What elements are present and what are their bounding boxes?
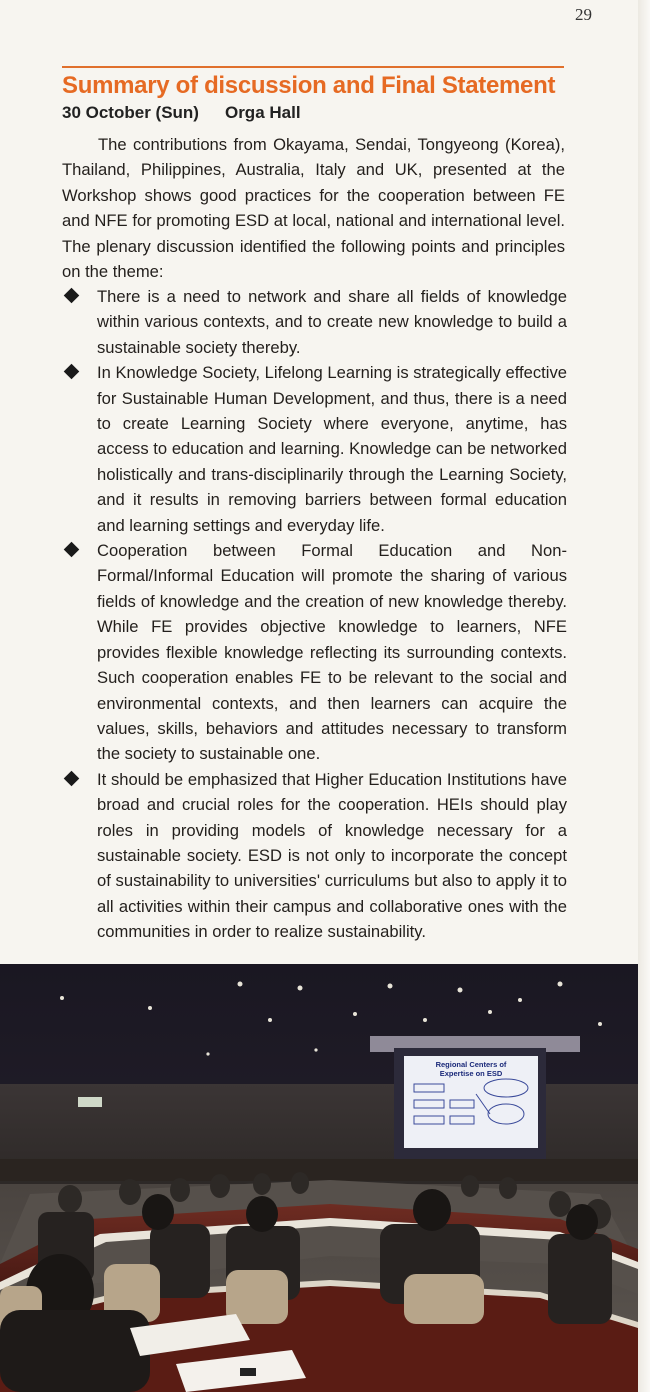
- intro-paragraph: The contributions from Okayama, Sendai, Tongyeong (Korea), Thailand, Philippines, Australia, Italy and UK, presented at the Workshop shows good practices for the cooperation between FE and NFE for promoting ESD at local, national and international level. The plenary discussion identified the following points and principles on the theme:: [62, 135, 565, 282]
- conference-photo-illustration: [0, 964, 638, 1392]
- session-info: [62, 103, 301, 123]
- diamond-bullet-icon: [64, 364, 80, 380]
- diamond-bullet-icon: [64, 770, 80, 786]
- statement-point-text: Cooperation between Formal Education and Non-Formal/Informal Education will promote the sharing of various fields of knowledge and the creation of new knowledge thereby. While FE provides objective knowledge to learners, NFE provides flexible knowledge reflecting its surrounding contexts. Such cooperation enables FE to be relevant to the social and environmental contexts, and then learners can acquire the values, skills, behaviors and attitudes necessary to transform the society to sustainable one.: [97, 541, 567, 764]
- statement-points: [62, 284, 567, 945]
- conference-hall-photo: [0, 964, 638, 1392]
- slide-title-line-2: Expertise on ESD: [439, 1069, 503, 1078]
- statement-point-text: There is a need to network and share all fields of knowledge within various contexts, and to create new knowledge to build a sustainable society thereby.: [97, 287, 567, 357]
- statement-point: [62, 767, 567, 945]
- statement-point: [62, 360, 567, 538]
- statement-point: [62, 538, 567, 767]
- slide-title-line-1: Regional Centers of: [435, 1060, 507, 1069]
- diamond-bullet-icon: [64, 288, 80, 304]
- page-number: 29: [575, 5, 592, 24]
- section-title: Summary of discussion and Final Statement: [62, 72, 556, 99]
- statement-point: [62, 284, 567, 360]
- page-edge-shading: [638, 0, 650, 1392]
- statement-point-text: In Knowledge Society, Lifelong Learning is strategically effective for Sustainable Human Development, and thus, there is a need to create Learning Society where everyone, anytime, has access to education and learning. Knowledge can be networked holistically and trans-disciplinarily through the Learning Society, and it results in removing barriers between formal education and learning settings and everyday life.: [97, 363, 567, 535]
- session-venue: Orga Hall: [224, 103, 301, 122]
- session-date: 30 October (Sun): [62, 103, 199, 122]
- heading-rule: [62, 66, 564, 68]
- diamond-bullet-icon: [64, 542, 80, 558]
- statement-point-text: It should be emphasized that Higher Education Institutions have broad and crucial roles for the cooperation. HEIs should play roles in providing models of knowledge necessary for a sustainable society. ESD is not only to incorporate the concept of sustainability to universities' curriculums but also to apply it to all activities within their campus and collaborative ones with the communities in order to realize sustainability.: [97, 769, 567, 942]
